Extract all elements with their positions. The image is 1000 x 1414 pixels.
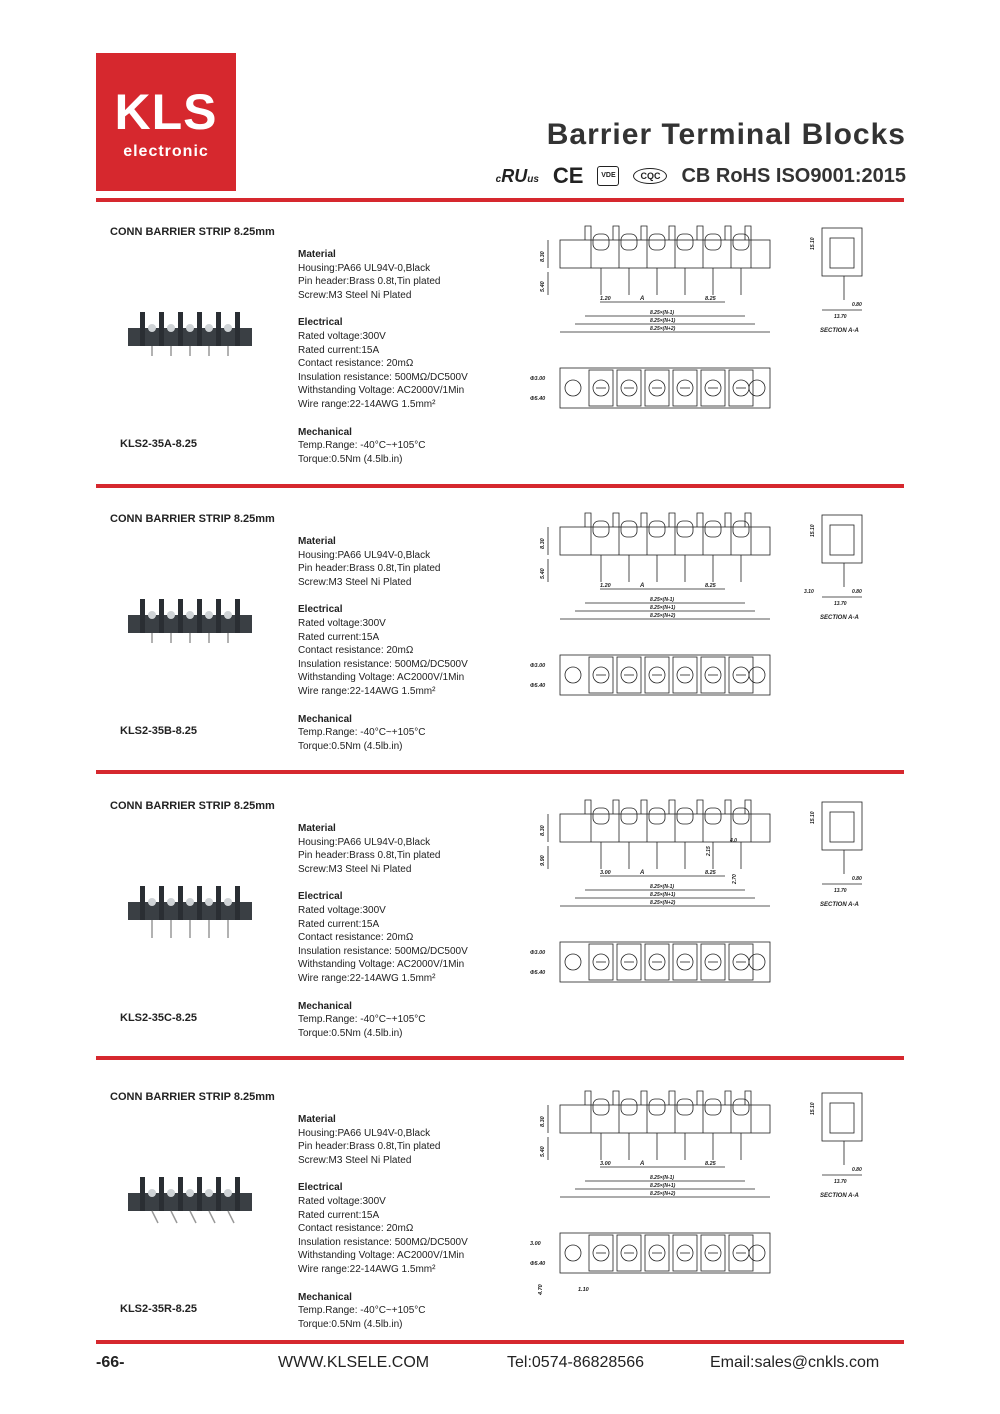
mount-hole xyxy=(749,954,765,970)
barrier-wall xyxy=(585,800,591,842)
spec-material_h: Material xyxy=(298,536,336,547)
spec-contact: Contact resistance: 20mΩ xyxy=(298,358,414,370)
section-marker: A xyxy=(640,870,645,876)
product-photo xyxy=(120,880,260,940)
spec-wire: Wire range:22-14AWG 1.5mm² xyxy=(298,1263,436,1275)
spec-torque: Torque:0.5Nm (4.5lb.in) xyxy=(298,1318,403,1330)
barrier-wall xyxy=(216,312,221,346)
barrier-wall xyxy=(613,1091,619,1133)
dimension-side-w: 13.70 xyxy=(834,314,847,320)
dimension-side-w: 13.70 xyxy=(834,601,847,607)
page-number: -66- xyxy=(96,1354,125,1371)
spec-mechanical_h: Mechanical xyxy=(298,1000,352,1012)
brand-logo xyxy=(96,53,236,191)
dimension-side-p: 0.80 xyxy=(852,1167,862,1173)
section-title: CONN BARRIER STRIP 8.25mm xyxy=(110,226,275,238)
dimension-hole1: Φ3.00 xyxy=(530,950,546,956)
mount-hole xyxy=(565,380,581,396)
screw-head xyxy=(621,234,637,250)
spec-torque: Torque:0.5Nm (4.5lb.in) xyxy=(298,1027,403,1039)
dimension-n1: 8.25×(N-1) xyxy=(650,310,675,316)
spec-electrical_h: Electrical xyxy=(298,317,343,329)
section-label: SECTION A-A xyxy=(820,902,859,908)
screw-head xyxy=(649,234,665,250)
spec-block xyxy=(298,822,468,1040)
spec-temp: Temp.Range: -40°C~+105°C xyxy=(298,1014,426,1026)
dimension-height: 8.30 xyxy=(540,251,546,262)
screw xyxy=(205,1189,213,1197)
barrier-wall xyxy=(159,599,164,633)
spec-block xyxy=(298,248,468,466)
dimension-pin-c2: 4.0 xyxy=(730,838,737,844)
barrier-wall xyxy=(178,312,183,346)
dimension-side-b: 3.10 xyxy=(804,589,814,595)
footer-tel: Tel:0574-86828566 xyxy=(507,1354,645,1371)
dimension-offset: 3.00 xyxy=(600,1161,611,1167)
spec-pin: Pin header:Brass 0.8t,Tin plated xyxy=(298,850,441,862)
dimension-hole2: Φ5.40 xyxy=(530,1261,546,1267)
screw-head xyxy=(593,1099,609,1115)
side-outline xyxy=(822,1093,862,1141)
spec-voltage: Rated voltage:300V xyxy=(298,330,386,342)
side-drawing xyxy=(800,1085,880,1205)
barrier-wall xyxy=(613,226,619,268)
screw-head xyxy=(621,1099,637,1115)
barrier-wall xyxy=(641,800,647,842)
side-outline xyxy=(822,228,862,276)
barrier-wall xyxy=(725,800,731,842)
screw xyxy=(205,324,213,332)
screw-head xyxy=(733,234,749,250)
dimension-n1: 8.25×(N-1) xyxy=(650,884,675,890)
dimension-n2: 8.25×(N+1) xyxy=(650,605,676,611)
divider xyxy=(96,484,904,488)
ul-mark-icon: cRUus xyxy=(495,165,539,186)
side-drawing xyxy=(800,220,880,340)
barrier-wall xyxy=(140,1177,145,1211)
dimension-n3: 8.25×(N+2) xyxy=(650,900,676,906)
spec-temp: Temp.Range: -40°C~+105°C xyxy=(298,1305,426,1317)
screw xyxy=(167,324,175,332)
side-screw xyxy=(830,1103,854,1133)
barrier-wall xyxy=(197,599,202,633)
barrier-wall xyxy=(641,513,647,555)
spec-housing: Housing:PA66 UL94V-0,Black xyxy=(298,262,431,274)
spec-pin: Pin header:Brass 0.8t,Tin plated xyxy=(298,276,441,288)
dimension-n3: 8.25×(N+2) xyxy=(650,613,676,619)
ce-mark-icon: CE xyxy=(552,163,584,188)
screw-head xyxy=(649,808,665,824)
dimension-n3: 8.25×(N+2) xyxy=(650,326,676,332)
barrier-wall xyxy=(613,513,619,555)
divider-top xyxy=(96,198,904,202)
model-number: KLS2-35C-8.25 xyxy=(120,1012,198,1024)
screw-head xyxy=(677,1099,693,1115)
dimension-hole2: Φ5.40 xyxy=(530,970,546,976)
barrier-wall xyxy=(178,886,183,920)
dimension-hole2: Φ5.40 xyxy=(530,396,546,402)
pin-lead xyxy=(209,1211,215,1223)
dimension-n2: 8.25×(N+1) xyxy=(650,318,676,324)
dimension-side-w: 13.70 xyxy=(834,1179,847,1185)
dimension-side-h: 15.10 xyxy=(810,237,816,250)
barrier-wall xyxy=(585,513,591,555)
dimension-pitch: 8.25 xyxy=(705,296,716,302)
model-number: KLS2-35R-8.25 xyxy=(120,1303,198,1315)
mount-hole xyxy=(565,954,581,970)
screw xyxy=(148,611,156,619)
screw xyxy=(186,611,194,619)
spec-wire: Wire range:22-14AWG 1.5mm² xyxy=(298,685,436,697)
dimension-side-p: 0.80 xyxy=(852,302,862,308)
barrier-wall xyxy=(235,599,240,633)
side-screw xyxy=(830,238,854,268)
spec-wire: Wire range:22-14AWG 1.5mm² xyxy=(298,398,436,410)
dimension-pitch: 8.25 xyxy=(705,583,716,589)
vde-mark-icon: VDE xyxy=(597,166,619,186)
spec-housing: Housing:PA66 UL94V-0,Black xyxy=(298,549,431,561)
product-section xyxy=(0,226,1000,486)
barrier-wall xyxy=(641,226,647,268)
barrier-wall xyxy=(585,226,591,268)
spec-withstand: Withstanding Voltage: AC2000V/1Min xyxy=(298,385,465,397)
screw-head xyxy=(705,521,721,537)
barrier-wall xyxy=(235,1177,240,1211)
screw-head xyxy=(677,808,693,824)
spec-current: Rated current:15A xyxy=(298,1209,380,1221)
spec-housing: Housing:PA66 UL94V-0,Black xyxy=(298,1127,431,1139)
spec-temp: Temp.Range: -40°C~+105°C xyxy=(298,727,426,739)
spec-electrical_h: Electrical xyxy=(298,1182,343,1194)
pin-lead xyxy=(190,1211,196,1223)
spec-material_h: Material xyxy=(298,823,336,834)
screw xyxy=(186,898,194,906)
spec-block xyxy=(298,1113,468,1331)
divider xyxy=(96,770,904,774)
dimension-n1: 8.25×(N-1) xyxy=(650,1175,675,1181)
dimension-offset: 1.20 xyxy=(600,583,611,589)
spec-screw: Screw:M3 Steel Ni Plated xyxy=(298,863,412,875)
spec-material_h: Material xyxy=(298,1114,336,1125)
barrier-wall xyxy=(235,312,240,346)
barrier-wall xyxy=(669,513,675,555)
barrier-wall xyxy=(697,800,703,842)
mount-hole xyxy=(565,1245,581,1261)
spec-torque: Torque:0.5Nm (4.5lb.in) xyxy=(298,453,403,465)
dimension-offset: 3.00 xyxy=(600,870,611,876)
spec-electrical_h: Electrical xyxy=(298,891,343,903)
section-title: CONN BARRIER STRIP 8.25mm xyxy=(110,1091,275,1103)
dimension-side-w: 13.70 xyxy=(834,888,847,894)
barrier-wall xyxy=(216,1177,221,1211)
dimension-pin: 5.40 xyxy=(540,1146,546,1157)
product-section xyxy=(0,800,1000,1060)
screw xyxy=(167,898,175,906)
spec-voltage: Rated voltage:300V xyxy=(298,904,386,916)
screw xyxy=(167,1189,175,1197)
screw-head xyxy=(649,1099,665,1115)
barrier-wall xyxy=(585,1091,591,1133)
dimension-n1: 8.25×(N-1) xyxy=(650,597,675,603)
dimension-pin: 9.90 xyxy=(540,855,546,866)
spec-insulation: Insulation resistance: 500MΩ/DC500V xyxy=(298,1236,468,1248)
brand-name: KLS xyxy=(114,84,218,140)
barrier-wall xyxy=(235,886,240,920)
dimension-side-h: 15.10 xyxy=(810,811,816,824)
spec-withstand: Withstanding Voltage: AC2000V/1Min xyxy=(298,672,465,684)
barrier-wall xyxy=(159,886,164,920)
screw-head xyxy=(733,521,749,537)
side-screw xyxy=(830,525,854,555)
barrier-wall xyxy=(140,886,145,920)
spec-torque: Torque:0.5Nm (4.5lb.in) xyxy=(298,740,403,752)
footer-website[interactable]: WWW.KLSELE.COM xyxy=(278,1354,430,1371)
mount-hole xyxy=(749,667,765,683)
side-screw xyxy=(830,812,854,842)
screw-head xyxy=(621,808,637,824)
dimension-hole1: Φ3.00 xyxy=(530,663,546,669)
side-drawing xyxy=(800,507,880,627)
screw xyxy=(224,1189,232,1197)
screw-head xyxy=(621,521,637,537)
dimension-side-h: 15.10 xyxy=(810,1102,816,1115)
screw xyxy=(205,611,213,619)
screw-head xyxy=(593,521,609,537)
spec-material_h: Material xyxy=(298,249,336,260)
product-photo xyxy=(120,306,260,366)
spec-current: Rated current:15A xyxy=(298,918,380,930)
barrier-wall xyxy=(159,1177,164,1211)
screw-head xyxy=(705,234,721,250)
product-section xyxy=(0,513,1000,773)
barrier-wall xyxy=(613,800,619,842)
front-drawing xyxy=(530,1085,780,1305)
page-title: Barrier Terminal Blocks xyxy=(546,118,906,151)
barrier-wall xyxy=(197,886,202,920)
dimension-pin-c3: 2.70 xyxy=(732,874,738,884)
dimension-n2: 8.25×(N+1) xyxy=(650,1183,676,1189)
product-section xyxy=(0,1091,1000,1351)
dimension-side-p: 0.80 xyxy=(852,876,862,882)
section-marker: A xyxy=(640,1161,645,1167)
pin-lead xyxy=(152,1211,158,1223)
barrier-wall xyxy=(669,800,675,842)
barrier-wall xyxy=(697,226,703,268)
model-number: KLS2-35A-8.25 xyxy=(120,438,198,450)
screw xyxy=(205,898,213,906)
product-photo xyxy=(120,1171,260,1231)
spec-insulation: Insulation resistance: 500MΩ/DC500V xyxy=(298,658,468,670)
screw xyxy=(186,324,194,332)
spec-voltage: Rated voltage:300V xyxy=(298,1195,386,1207)
mount-hole xyxy=(749,380,765,396)
divider xyxy=(96,1056,904,1060)
barrier-wall xyxy=(725,226,731,268)
barrier-wall xyxy=(669,1091,675,1133)
mount-hole xyxy=(565,667,581,683)
dimension-pitch: 8.25 xyxy=(705,870,716,876)
spec-contact: Contact resistance: 20mΩ xyxy=(298,932,414,944)
cert-text: CB RoHS ISO9001:2015 xyxy=(681,164,906,187)
dimension-height: 8.30 xyxy=(540,825,546,836)
barrier-wall xyxy=(725,1091,731,1133)
spec-insulation: Insulation resistance: 500MΩ/DC500V xyxy=(298,945,468,957)
dimension-height: 8.30 xyxy=(540,1116,546,1127)
divider-bottom xyxy=(96,1340,904,1344)
screw xyxy=(224,324,232,332)
brand-sub: electronic xyxy=(123,143,209,160)
barrier-wall xyxy=(178,1177,183,1211)
dimension-height: 8.30 xyxy=(540,538,546,549)
spec-housing: Housing:PA66 UL94V-0,Black xyxy=(298,836,431,848)
screw-head xyxy=(705,1099,721,1115)
spec-electrical_h: Electrical xyxy=(298,604,343,616)
dimension-offset: 1.20 xyxy=(600,296,611,302)
barrier-wall xyxy=(197,312,202,346)
pin-lead xyxy=(171,1211,177,1223)
section-label: SECTION A-A xyxy=(820,328,859,334)
screw xyxy=(148,324,156,332)
spec-screw: Screw:M3 Steel Ni Plated xyxy=(298,576,412,588)
spec-screw: Screw:M3 Steel Ni Plated xyxy=(298,289,412,301)
dimension-hole1: 3.00 xyxy=(530,1241,541,1247)
screw xyxy=(224,898,232,906)
product-photo xyxy=(120,593,260,653)
spec-pin: Pin header:Brass 0.8t,Tin plated xyxy=(298,563,441,575)
spec-current: Rated current:15A xyxy=(298,344,380,356)
screw-head xyxy=(677,521,693,537)
barrier-wall xyxy=(697,1091,703,1133)
certifications xyxy=(496,162,906,190)
side-outline xyxy=(822,802,862,850)
dimension-pitch: 8.25 xyxy=(705,1161,716,1167)
spec-wire: Wire range:22-14AWG 1.5mm² xyxy=(298,972,436,984)
dimension-side-h: 15.10 xyxy=(810,524,816,537)
dimension-pin-c1: 2.15 xyxy=(706,846,712,856)
spec-block xyxy=(298,535,468,753)
front-drawing xyxy=(530,507,780,727)
dimension-r-b: 1.10 xyxy=(578,1287,589,1293)
spec-current: Rated current:15A xyxy=(298,631,380,643)
screw-head xyxy=(733,808,749,824)
side-drawing xyxy=(800,794,880,914)
dimension-n2: 8.25×(N+1) xyxy=(650,892,676,898)
dimension-pin: 5.40 xyxy=(540,568,546,579)
dimension-r-a: 4.70 xyxy=(538,1284,544,1295)
barrier-wall xyxy=(159,312,164,346)
barrier-wall xyxy=(216,599,221,633)
barrier-wall xyxy=(197,1177,202,1211)
dimension-hole1: Φ3.00 xyxy=(530,376,546,382)
barrier-wall xyxy=(216,886,221,920)
spec-temp: Temp.Range: -40°C~+105°C xyxy=(298,440,426,452)
screw-head xyxy=(593,808,609,824)
cqc-mark-icon: CQC xyxy=(633,168,667,184)
section-title: CONN BARRIER STRIP 8.25mm xyxy=(110,800,275,812)
screw-head xyxy=(677,234,693,250)
barrier-wall xyxy=(140,312,145,346)
spec-screw: Screw:M3 Steel Ni Plated xyxy=(298,1154,412,1166)
screw xyxy=(148,1189,156,1197)
barrier-wall xyxy=(725,513,731,555)
spec-mechanical_h: Mechanical xyxy=(298,1291,352,1303)
spec-withstand: Withstanding Voltage: AC2000V/1Min xyxy=(298,959,465,971)
screw-head xyxy=(649,521,665,537)
section-title: CONN BARRIER STRIP 8.25mm xyxy=(110,513,275,525)
spec-pin: Pin header:Brass 0.8t,Tin plated xyxy=(298,1141,441,1153)
front-drawing xyxy=(530,220,780,440)
footer-email[interactable]: Email:sales@cnkls.com xyxy=(710,1354,880,1371)
section-marker: A xyxy=(640,296,645,302)
front-drawing xyxy=(530,794,780,1014)
dimension-hole2: Φ5.40 xyxy=(530,683,546,689)
section-label: SECTION A-A xyxy=(820,1193,859,1199)
screw-head xyxy=(733,1099,749,1115)
side-outline xyxy=(822,515,862,563)
spec-contact: Contact resistance: 20mΩ xyxy=(298,1223,414,1235)
pin-lead xyxy=(228,1211,234,1223)
barrier-wall xyxy=(140,599,145,633)
spec-insulation: Insulation resistance: 500MΩ/DC500V xyxy=(298,371,468,383)
model-number: KLS2-35B-8.25 xyxy=(120,725,198,737)
barrier-wall xyxy=(697,513,703,555)
barrier-wall xyxy=(669,226,675,268)
dimension-n3: 8.25×(N+2) xyxy=(650,1191,676,1197)
screw xyxy=(186,1189,194,1197)
barrier-wall xyxy=(641,1091,647,1133)
dimension-side-p: 0.80 xyxy=(852,589,862,595)
spec-mechanical_h: Mechanical xyxy=(298,426,352,438)
screw xyxy=(167,611,175,619)
barrier-wall xyxy=(178,599,183,633)
spec-contact: Contact resistance: 20mΩ xyxy=(298,645,414,657)
spec-voltage: Rated voltage:300V xyxy=(298,617,386,629)
section-marker: A xyxy=(640,583,645,589)
screw-head xyxy=(593,234,609,250)
dimension-pin: 5.40 xyxy=(540,281,546,292)
spec-mechanical_h: Mechanical xyxy=(298,713,352,725)
screw xyxy=(148,898,156,906)
section-label: SECTION A-A xyxy=(820,615,859,621)
mount-hole xyxy=(749,1245,765,1261)
spec-withstand: Withstanding Voltage: AC2000V/1Min xyxy=(298,1250,465,1262)
screw xyxy=(224,611,232,619)
screw-head xyxy=(705,808,721,824)
